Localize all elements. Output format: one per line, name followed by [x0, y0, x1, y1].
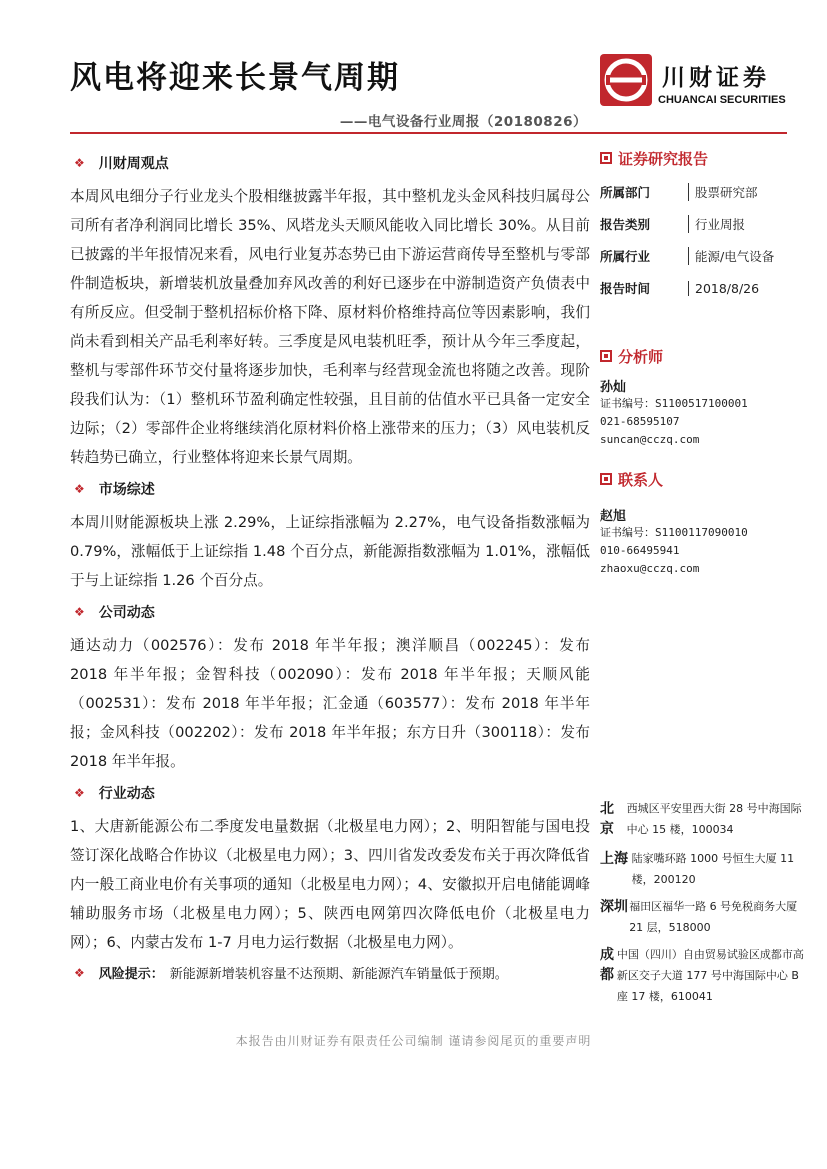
info-row-department — [600, 176, 805, 208]
diamond-bullet-icon: ❖ — [74, 786, 85, 800]
company-paragraph: 通达动力（002576）：发布 2018 年半年报；澳洋顺昌（002245）：发布 2018 年半年报；金智科技（002090）：发布 2018 年半年报；天顺风能（002531）：发布 2018 年半年报；汇金通（603577）：发布 2018 年半年报；金风科技（002202）：发布 2018 年半年报；东方日升（300118）：发布 2018 年半年报。 — [70, 637, 590, 770]
market-paragraph: 本周川财能源板块上涨 2.29%，上证综指涨幅为 2.27%，电气设备指数涨幅为 0.79%，涨幅低于上证综指 1.48 个百分点，新能源指数涨幅为 1.01%，涨幅低于与上证综指 1.26 个百分点。 — [70, 514, 590, 589]
address-text: 福田区福华一路 6 号免税商务大厦 21 层，518000 — [629, 900, 798, 934]
sidebar — [600, 146, 805, 578]
heading-text: 分析师 — [618, 347, 664, 366]
address-beijing — [600, 798, 805, 840]
info-value: 2018/8/26 — [688, 281, 759, 296]
square-bullet-icon — [600, 152, 612, 164]
contact-email[interactable]: zhaoxu@cczq.com — [600, 562, 700, 575]
section-heading-industry — [70, 782, 590, 804]
info-value: 能源/电气设备 — [688, 247, 774, 265]
risk-warning — [70, 963, 590, 982]
logo-english-name: CHUANCAI SECURITIES — [658, 94, 786, 106]
section-title: 公司动态 — [98, 605, 155, 621]
heading-text: 联系人 — [618, 470, 664, 489]
info-row-date — [600, 272, 805, 304]
chuancai-logo-icon — [600, 54, 652, 106]
diamond-bullet-icon: ❖ — [74, 482, 85, 496]
info-label: 所属行业 — [600, 249, 651, 264]
info-row-industry — [600, 240, 805, 272]
header-divider — [70, 132, 787, 134]
diamond-bullet-icon: ❖ — [74, 965, 85, 980]
analyst-email[interactable]: suncan@cczq.com — [600, 433, 700, 446]
industry-paragraph: 1、大唐新能源公布二季度发电量数据（北极星电力网）；2、明阳智能与国电投签订深化战略合作协议（北极星电力网）；3、四川省发改委发布关于再次降低省内一般工商业电价有关事项的通知（北极星电力网）；4、安徽拟开启电储能调峰辅助服务市场（北极星电力网）；5、陕西电网第四次降低电价（北极星电力网）；6、内蒙古发布 1-7 月电力运行数据（北极星电力网）。 — [70, 818, 590, 951]
report-title: 风电将迎来长景气周期 — [70, 60, 400, 96]
report-subtitle: ——电气设备行业周报（20180826） — [339, 114, 587, 130]
address-chengdu — [600, 944, 805, 1007]
contact-phone: 010-66495941 — [600, 544, 680, 557]
contact-heading — [600, 467, 805, 491]
address-text: 陆家嘴环路 1000 号恒生大厦 11 楼，200120 — [631, 852, 795, 886]
view-paragraph: 本周风电细分子行业龙头个股相继披露半年报，其中整机龙头金风科技归属母公司所有者净利润同比增长 35%、风塔龙头天顺风能收入同比增长 30%。从目前已披露的半年报情况来看，风电行业复苏态势已由下游运营商传导至整机与零部件制造板块，新增装机放量叠加弃风改善的利好已逐步在中游制造资产负债表中有所反应。但受制于整机招标价格下降、原材料价格维持高位等因素影响，我们尚未看到相关产品毛利率好转。三季度是风电装机旺季，预计从今年三季度起，整机与零部件环节交付量将逐步加快，毛利率与经营现金流也将随之改善。现阶段我们认为：（1）整机环节盈利确定性较强，且目前的估值水平已具备一定安全边际；（2）零部件企业将继续消化原材料价格上涨带来的压力；（3）风电装机反转趋势已确立，行业整体将迎来长景气周期。 — [70, 188, 590, 466]
square-bullet-icon — [600, 473, 612, 485]
contact-cert: 证书编号：S1100117090010 — [600, 526, 748, 539]
info-label: 报告类别 — [600, 217, 651, 232]
analyst-name: 孙灿 — [600, 380, 627, 395]
section-heading-market — [70, 478, 590, 500]
contact-card — [600, 505, 805, 578]
info-value: 行业周报 — [688, 215, 745, 233]
analyst-card — [600, 376, 805, 449]
section-title: 行业动态 — [98, 786, 155, 802]
company-logo — [600, 54, 790, 114]
section-title: 川财周观点 — [98, 156, 169, 172]
page-footer: 本报告由川财证券有限责任公司编制 谨请参阅尾页的重要声明 — [235, 1034, 592, 1048]
risk-text: 新能源新增装机容量不达预期、新能源汽车销量低于预期。 — [169, 967, 508, 982]
address-shanghai — [600, 848, 805, 890]
diamond-bullet-icon: ❖ — [74, 605, 85, 619]
address-city: 上海 — [600, 851, 628, 867]
main-content — [70, 148, 590, 982]
section-heading-company — [70, 601, 590, 623]
diamond-bullet-icon: ❖ — [74, 156, 85, 170]
address-shenzhen — [600, 896, 805, 938]
analyst-heading — [600, 344, 805, 368]
square-bullet-icon — [600, 350, 612, 362]
analyst-phone: 021-68595107 — [600, 415, 680, 428]
info-label: 报告时间 — [600, 281, 651, 296]
heading-text: 证券研究报告 — [618, 149, 709, 168]
section-heading-view — [70, 152, 590, 174]
address-city: 深圳 — [600, 899, 628, 915]
analyst-cert: 证书编号：S1100517100001 — [600, 397, 748, 410]
logo-chinese-name: 川财证券 — [662, 65, 770, 91]
address-city: 北京 — [600, 801, 614, 837]
info-value: 股票研究部 — [688, 183, 758, 201]
info-row-category — [600, 208, 805, 240]
info-label: 所属部门 — [600, 185, 651, 200]
section-title: 市场综述 — [98, 482, 155, 498]
contact-name: 赵旭 — [600, 509, 627, 524]
risk-label: 风险提示： — [98, 967, 164, 982]
address-text: 中国（四川）自由贸易试验区成都市高新区交子大道 177 号中海国际中心 B 座 17 楼，610041 — [616, 948, 804, 1003]
report-info-heading — [600, 146, 805, 170]
address-city: 成都 — [600, 947, 614, 983]
address-text: 西城区平安里西大街 28 号中海国际中心 15 楼，100034 — [626, 802, 802, 836]
